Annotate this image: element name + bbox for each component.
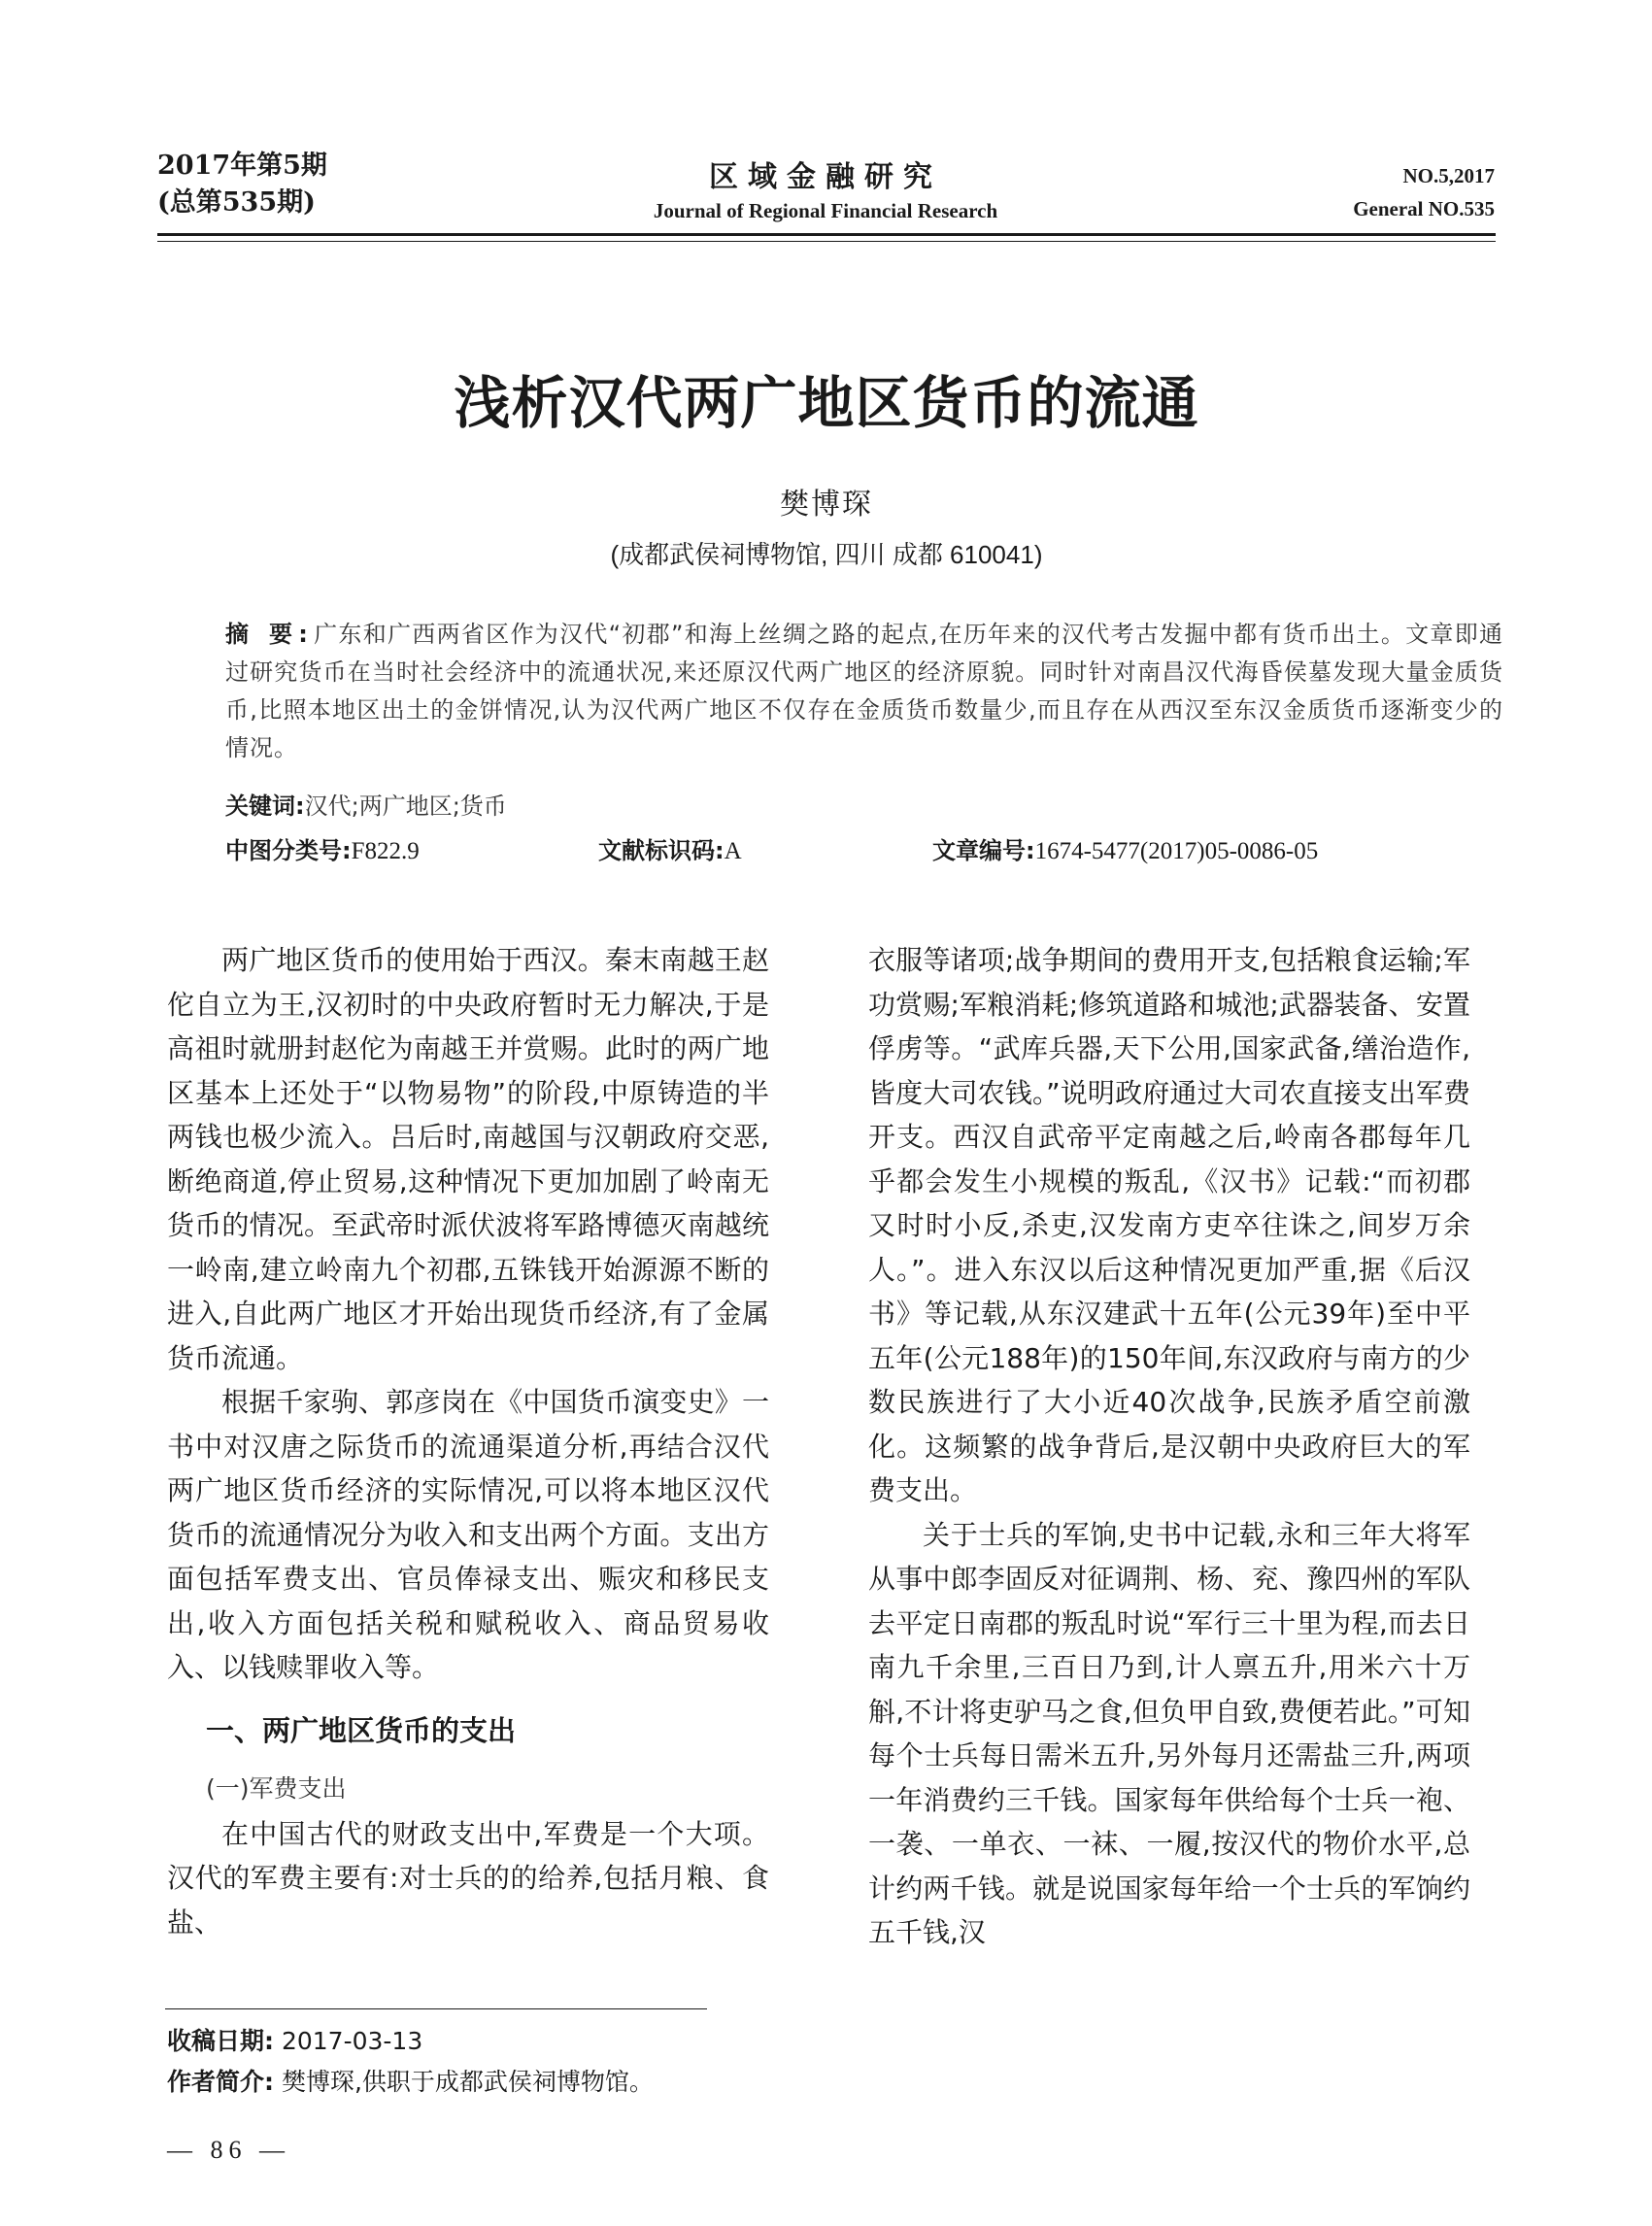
article-no-value: 1674-5477(2017)05-0086-05	[1034, 838, 1319, 864]
paragraph: 两广地区货币的使用始于西汉。秦末南越王赵佗自立为王,汉初时的中央政府暂时无力解决,于是高祖时就册封赵佗为南越王并赏赐。此时的两广地区基本上还处于“以物易物”的阶段,中原铸造的半两钱也极少流入。吕后时,南越国与汉朝政府交恶,断绝商道,停止贸易,这种情况下更加加剧了岭南无货币的情况。至武帝时派伏波将军路博德灭南越统一岭南,建立岭南九个初郡,五铢钱开始源源不断的进入,自此两广地区才开始出现货币经济,有了金属货币流通。	[167, 944, 769, 1374]
author-bio-value: 樊博琛,供职于成都武侯祠博物馆。	[281, 2068, 654, 2096]
author-bio-label: 作者简介:	[167, 2068, 274, 2096]
header-rule-thin	[157, 241, 1496, 242]
subsection-heading: (一)军费支出	[206, 1773, 347, 1803]
doc-code-value: A	[724, 838, 742, 864]
total-issue-cn: (总第535期)	[157, 187, 316, 218]
author-bio	[167, 2063, 654, 2102]
keywords-label: 关键词:	[225, 793, 305, 820]
footnote-rule	[165, 2008, 707, 2009]
author-affiliation: (成都武侯祠博物馆, 四川 成都 610041)	[610, 540, 1043, 569]
issue-cn: 2017年第5期	[157, 151, 327, 181]
section-heading: 一、两广地区货币的支出	[206, 1713, 517, 1747]
received-date	[167, 2022, 422, 2061]
page-number: — 86 —	[167, 2136, 290, 2164]
paragraph: 关于士兵的军饷,史书中记载,永和三年大将军从事中郎李固反对征调荆、杨、兖、豫四州的军队去平定日南郡的叛乱时说“军行三十里为程,而去日南九千余里,三百日乃到,计人禀五升,用米六十万斛,不计将吏驴马之食,但负甲自致,费便若此。”可知每个士兵每日需米五升,另外每月还需盐三升,两项一年消费约三千钱。国家每年供给每个士兵一袍、一袭、一单衣、一袜、一履,按汉代的物价水平,总计约两千钱。就是说国家每年给一个士兵的军饷约五千钱,汉	[868, 1518, 1470, 1948]
document-code	[598, 833, 742, 869]
journal-title-cn: 区域金融研究	[709, 160, 942, 194]
received-value: 2017-03-13	[281, 2027, 423, 2055]
received-label: 收稿日期:	[167, 2027, 274, 2055]
article-author: 樊博琛	[780, 488, 873, 522]
paragraph: 衣服等诸项;战争期间的费用开支,包括粮食运输;军功赏赐;军粮消耗;修筑道路和城池;武器装备、安置俘虏等。“武库兵器,天下公用,国家武备,缮治造作,皆度大司农钱。”说明政府通过大司农直接支出军费开支。西汉自武帝平定南越之后,岭南各郡每年几乎都会发生小规模的叛乱,《汉书》记载:“而初郡又时时小反,杀吏,汉发南方吏卒往诛之,间岁万余人。”。进入东汉以后这种情况更加严重,据《后汉书》等记载,从东汉建武十五年(公元39年)至中平五年(公元188年)的150年间,东汉政府与南方的少数民族进行了大小近40次战争,民族矛盾空前激化。这频繁的战争背后,是汉朝中央政府巨大的军费支出。	[868, 944, 1470, 1506]
body-column-right	[868, 938, 1470, 1955]
keywords-text: 汉代;两广地区;货币	[304, 793, 507, 820]
issue-info-en	[1353, 159, 1495, 225]
clc-label: 中图分类号:	[225, 837, 352, 864]
clc-value: F822.9	[351, 838, 420, 864]
general-issue-en: General NO.535	[1353, 197, 1495, 220]
issue-en: NO.5,2017	[1402, 164, 1495, 187]
header-rule-thick	[157, 233, 1496, 236]
article-title: 浅析汉代两广地区货币的流通	[454, 370, 1199, 436]
keywords	[225, 789, 507, 824]
journal-title	[544, 159, 1107, 225]
journal-title-en: Journal of Regional Financial Research	[653, 199, 998, 222]
paragraph: 根据千家驹、郭彦岗在《中国货币演变史》一书中对汉唐之际货币的流通渠道分析,再结合汉代两广地区货币经济的实际情况,可以将本地区汉代货币的流通情况分为收入和支出两个方面。支出方面包括军费支出、官员俸禄支出、赈灾和移民支出,收入方面包括关税和赋税收入、商品贸易收入、以钱赎罪收入等。	[167, 1386, 769, 1683]
doc-code-label: 文献标识码:	[598, 837, 725, 864]
body-column-left	[167, 938, 769, 1944]
paragraph: 在中国古代的财政支出中,军费是一个大项。汉代的军费主要有:对士兵的的给养,包括月粮、食盐、	[167, 1817, 769, 1939]
article-number	[932, 833, 1318, 869]
article-no-label: 文章编号:	[932, 837, 1035, 864]
clc-number	[225, 833, 420, 869]
abstract	[225, 616, 1503, 767]
issue-info	[157, 148, 327, 221]
abstract-label: 摘 要:	[225, 621, 314, 648]
abstract-text: 广东和广西两省区作为汉代“初郡”和海上丝绸之路的起点,在历年来的汉代考古发掘中都有货币出土。文章即通过研究货币在当时社会经济中的流通状况,来还原汉代两广地区的经济原貌。同时针对南昌汉代海昏侯墓发现大量金质货币,比照本地区出土的金饼情况,认为汉代两广地区不仅存在金质货币数量少,而且存在从西汉至东汉金质货币逐渐变少的情况。	[225, 621, 1504, 761]
